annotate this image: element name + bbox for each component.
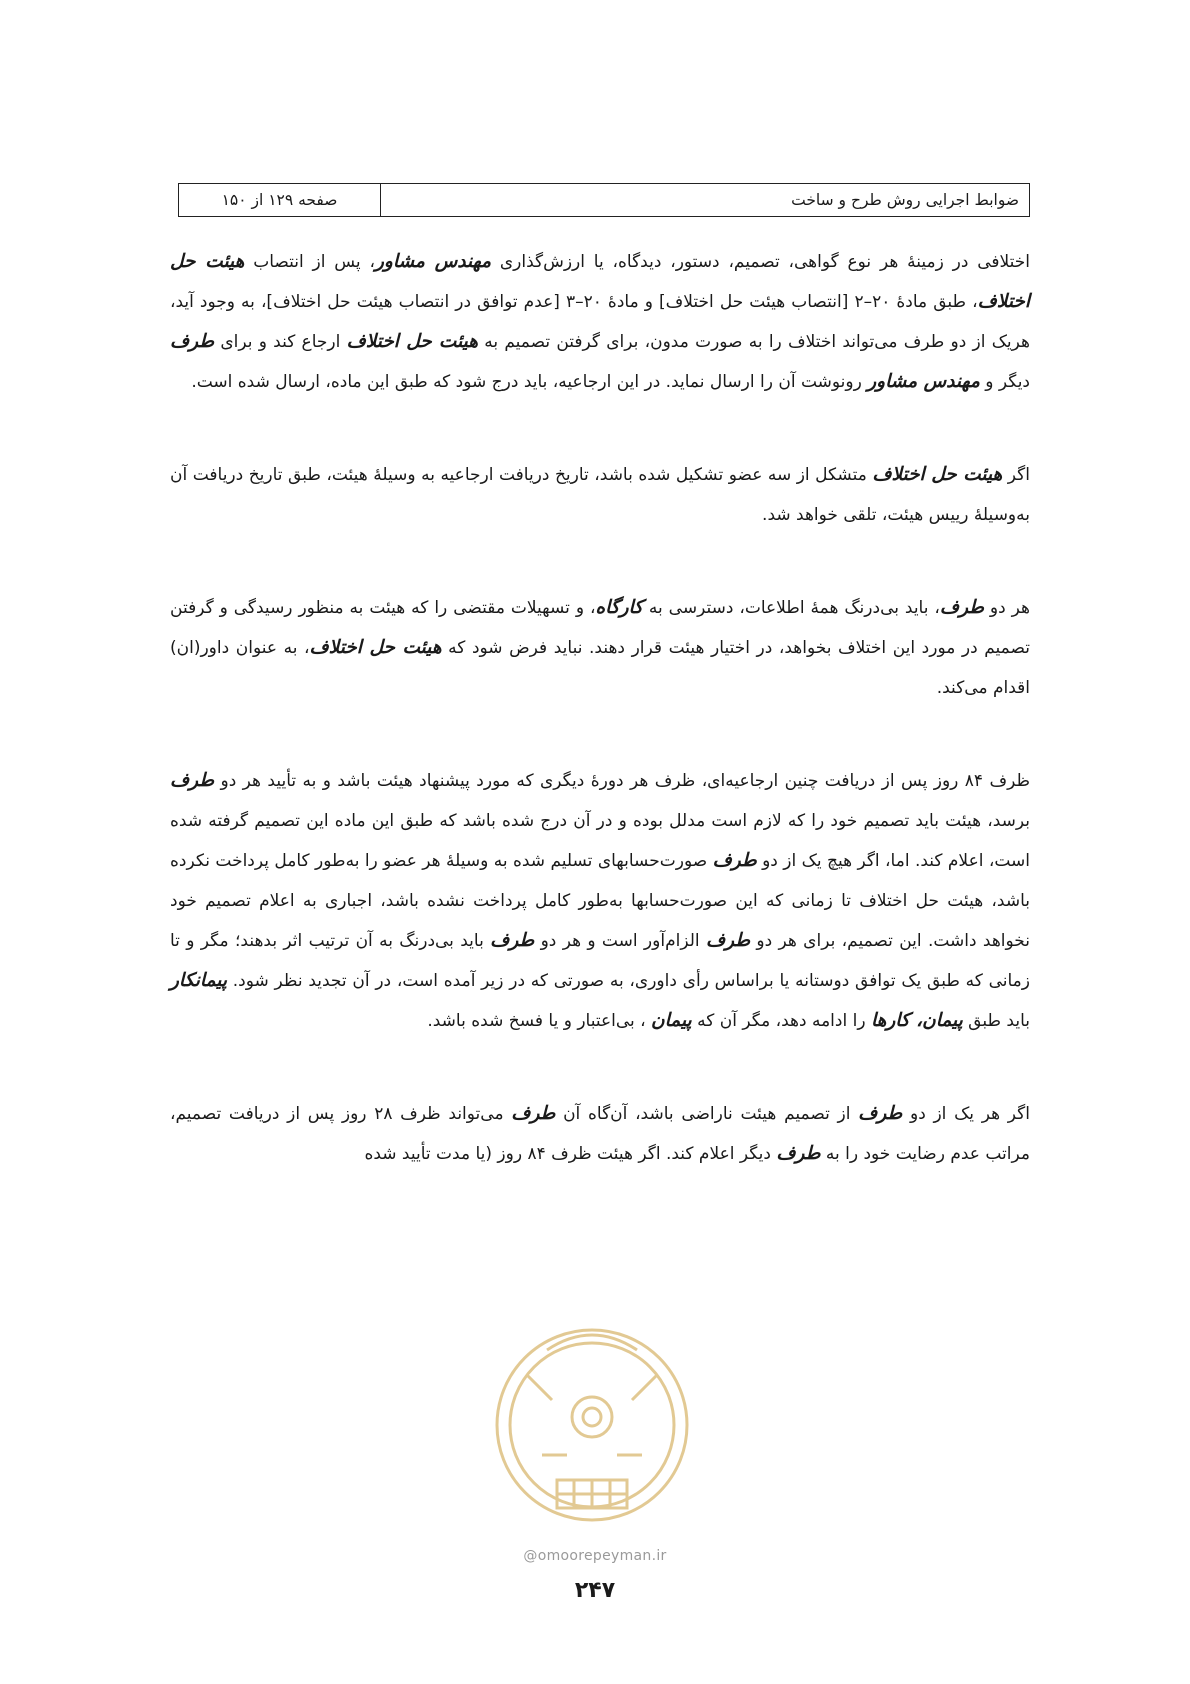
- term: هیئت حل اختلاف: [346, 331, 479, 352]
- page-info: صفحه ۱۲۹ از ۱۵۰: [179, 184, 381, 216]
- page-header: [178, 183, 1030, 217]
- term: کارگاه: [595, 597, 643, 618]
- term: پیمان: [651, 1010, 692, 1031]
- text-run: می‌تواند ظرف ۲۸ روز پس از دریافت تصمیم، مراتب عدم رضایت خود را به: [170, 1104, 1030, 1164]
- text-run: ، و تسهیلات مقتضی را که هیئت به منظور رسیدگی و گرفتن تصمیم در مورد این اختلاف بخواهد، در اختیار هیئت قرار دهند. نباید فرض شود که: [170, 598, 1030, 658]
- document-body: [170, 242, 1030, 1227]
- text-run: باید بی‌درنگ به آن ترتیب اثر بدهند؛ مگر و تا زمانی که طبق یک توافق دوستانه یا براساس رأی داوری، به صورتی که در زیر آمده است، در آن تجدید نظر شود.: [170, 931, 1030, 991]
- text-run: اختلافی در زمینهٔ هر نوع گواهی، تصمیم، دستور، دیدگاه، یا ارزش‌گذاری: [491, 252, 1031, 272]
- text-run: رونوشت آن را ارسال نماید. در این ارجاعیه، باید درج شود که طبق این ماده، ارسال شده است.: [191, 372, 868, 392]
- term: هیئت حل اختلاف: [170, 251, 1030, 312]
- term: طرف: [511, 1103, 556, 1124]
- paragraph: [170, 242, 1030, 402]
- text-run: ، طبق مادهٔ ۲۰–۲ [انتصاب هیئت حل اختلاف] و مادهٔ ۲۰–۳ [عدم توافق در انتصاب هیئت حل اختلاف]، به وجود آید، هریک از دو طرف می‌تواند اختلاف را به صورت مدون، برای گرفتن تصمیم به: [170, 292, 1031, 352]
- term: طرف: [705, 930, 751, 951]
- text-run: دیگر و: [979, 372, 1030, 392]
- watermark-url: @omoorepeyman.ir: [523, 1548, 667, 1564]
- text-run: اگر: [1002, 465, 1030, 485]
- term: طرف: [776, 1143, 821, 1164]
- paragraph: [170, 1094, 1030, 1174]
- text-run: دیگر اعلام کند. اگر هیئت ظرف ۸۴ روز (یا مدت تأیید شده: [364, 1144, 777, 1164]
- term: پیمان، کارها: [870, 1010, 963, 1031]
- text-run: متشکل از سه عضو تشکیل شده باشد، تاریخ دریافت ارجاعیه به وسیلهٔ هیئت، طبق تاریخ دریافت آن به‌وسیلهٔ رییس هیئت، تلقی خواهد شد.: [170, 465, 1030, 525]
- text-run: را ادامه دهد، مگر آن که: [691, 1011, 871, 1031]
- paragraph: [170, 455, 1030, 535]
- document-title: ضوابط اجرایی روش طرح و ساخت: [791, 191, 1019, 209]
- paragraph: [170, 588, 1030, 708]
- term: هیئت حل اختلاف: [872, 464, 1003, 485]
- term: طرف: [170, 331, 215, 352]
- text-run: برسد، هیئت باید تصمیم خود را که لازم است مدلل بوده و در آن درج شده باشد که طبق این ماده این تصمیم گرفته شده است، اعلام کند. اما، اگر هیچ یک از دو: [170, 811, 1030, 871]
- term: مهندس مشاور: [374, 251, 492, 272]
- text-run: ، باید بی‌درنگ همهٔ اطلاعات، دسترسی به: [642, 598, 940, 618]
- term: طرف: [490, 930, 535, 951]
- omoore-peyman-seal-logo: [487, 1305, 697, 1545]
- text-run: هر دو: [984, 598, 1030, 618]
- text-run: ارجاع کند و برای: [214, 332, 347, 352]
- term: پیمانکار: [170, 970, 227, 991]
- term: طرف: [858, 1103, 903, 1124]
- text-run: صورت‌حسابهای تسلیم شده به وسیلهٔ هر عضو را به‌طور کامل پرداخت نکرده باشد، هیئت حل اختلاف تا زمانی که این صورت‌حسابها به‌طور کامل پرداخت نشده باشد، اجباری به اعلام تصمیم خود نخواهد داشت. این تصمیم، برای هر دو: [170, 851, 1031, 951]
- term: هیئت حل اختلاف: [309, 637, 442, 658]
- text-run: ، بی‌اعتبار و یا فسخ شده باشد.: [427, 1011, 652, 1031]
- text-run: ، پس از انتصاب: [244, 252, 375, 272]
- term: طرف: [939, 597, 984, 618]
- paragraph: [170, 761, 1030, 1041]
- text-run: الزام‌آور است و هر دو: [534, 931, 706, 951]
- text-run: باید طبق: [962, 1011, 1030, 1031]
- term: طرف: [170, 770, 215, 791]
- page-number: ۲۴۷: [574, 1578, 616, 1603]
- text-run: ، به عنوان داور(ان) اقدام می‌کند.: [170, 638, 1030, 698]
- text-run: از تصمیم هیئت ناراضی باشد، آن‌گاه آن: [555, 1104, 859, 1124]
- term: طرف: [712, 850, 757, 871]
- text-run: اگر هر یک از دو: [902, 1104, 1030, 1124]
- term: مهندس مشاور: [867, 371, 980, 392]
- text-run: ظرف ۸۴ روز پس از دریافت چنین ارجاعیه‌ای، ظرف هر دورهٔ دیگری که مورد پیشنهاد هیئت باشد و به تأیید هر دو: [214, 771, 1030, 791]
